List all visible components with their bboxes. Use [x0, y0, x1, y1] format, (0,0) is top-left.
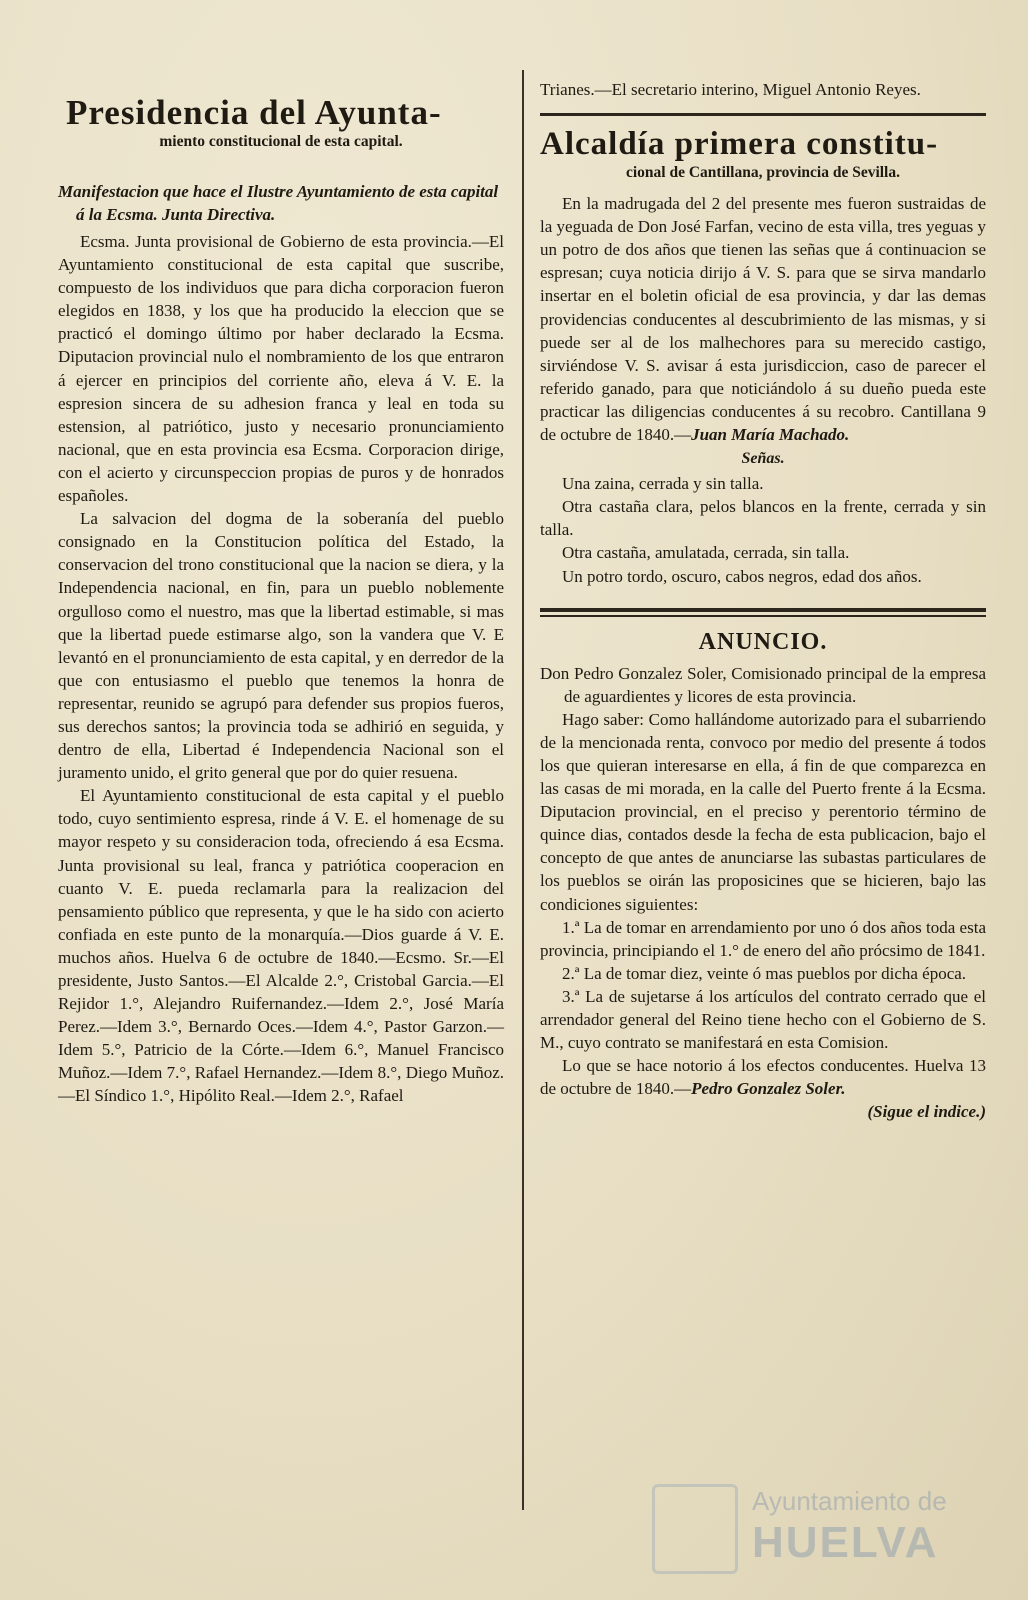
- section-double-rule: [540, 608, 986, 617]
- alcaldia-subtitle: cional de Cantillana, provincia de Sevilla.: [625, 164, 900, 182]
- condition-item: 1.ª La de tomar en arrendamiento por uno ó dos años toda esta provincia, principiando el 1.° de enero del año prócsimo de 1841.: [540, 917, 986, 960]
- watermark-line1: Ayuntamiento de: [752, 1486, 947, 1516]
- senas-item: Un potro tordo, oscuro, cabos negros, edad dos años.: [562, 566, 922, 586]
- left-column: [58, 86, 504, 1108]
- section-rule: [540, 113, 986, 116]
- alcaldia-title: Alcaldía primera constitu-: [540, 126, 939, 163]
- anuncio-body: Hago saber: Como hallándome autorizado para el subarriendo de la mencionada renta, convoco por medio del presente á todos los que quieran interesarse en ella, á fin de que comparezca en las casas de mi morada, en la calle del Puerto frente á la Ecsma. Diputacion provincial, en el preciso y perentorio término de quince dias, contados desde la fecha de esta publicacion, bajo el concepto de que antes de anunciarse las subastas particulares de los pueblos se oirán las proposicines que se hicieren, bajo las condiciones siguientes:: [540, 709, 986, 914]
- left-paragraph-1: Ecsma. Junta provisional de Gobierno de esta provincia.—El Ayuntamiento constitucional de esta capital que suscribe, compuesto de los individuos que para dicha corporacion fueron elegidos en 1838, y los que ha producido la eleccion que se practicó el domingo último por haber declarado la Ecsma. Diputacion provincial nulo el nombramiento de los que entraron á ejercer en principios del corriente año, eleva á V. E. la espresion sincera de su adhesion franca y leal en toda su estension, al patriótico, justo y necesario pronunciamiento nacional, que en esta provincia esa Ecsma. Corporacion dirige, con el acierto y circunspeccion propias de puros y de honrados españoles.: [58, 232, 504, 506]
- presidencia-subtitle: miento constitucional de esta capital.: [159, 133, 403, 150]
- archive-watermark: [652, 1478, 982, 1570]
- left-paragraph-3: El Ayuntamiento constitucional de esta capital y el pueblo todo, cuyo sentimiento espresa, rinde á V. E. el homenage de su mayor respeto y su consideracion toda, ofreciendo á esa Ecsma. Junta provisional su leal, franca y patriótica cooperacion en cuanto V. E. pueda reclamarla para la realizacion del pensamiento público que representa, y que le ha sido con acierto confiada en este punto de la monarquía.—Dios guarde á V. E. muchos años. Huelva 6 de octubre de 1840.—Ecsmo. Sr.—El presidente, Justo Santos.—El Alcalde 2.°, Cristobal Garcia.—El Rejidor 1.°, Alejandro Ruifernandez.—Idem 2.°, José María Perez.—Idem 3.°, Bernardo Oces.—Idem 4.°, Pastor Garzon.—Idem 5.°, Patricio de la Córte.—Idem 6.°, Manuel Francisco Muñoz.—Idem 7.°, Rafael Hernandez.—Idem 8.°, Diego Muñoz.—El Síndico 1.°, Hipólito Real.—Idem 2.°, Rafael: [58, 786, 504, 1106]
- continuation-text: Trianes.—El secretario interino, Miguel Antonio Reyes.: [540, 80, 921, 99]
- continues-note: (Sigue el indice.): [867, 1102, 986, 1122]
- senas-item: Otra castaña clara, pelos blancos en la frente, cerrada y sin talla.: [540, 497, 986, 540]
- column-divider: [522, 70, 524, 1510]
- senas-title: Señas.: [741, 450, 785, 468]
- right-column: [540, 78, 986, 1123]
- manifestacion-heading: Manifestacion que hace el Ilustre Ayuntamiento de esta capital á la Ecsma. Junta Directiva.: [58, 182, 499, 224]
- condition-item: 2.ª La de tomar diez, veinte ó mas pueblos por dicha época.: [562, 963, 967, 983]
- closing-signature: Pedro Gonzalez Soler.: [691, 1079, 846, 1099]
- senas-item: Una zaina, cerrada y sin talla.: [562, 474, 764, 494]
- presidencia-title: Presidencia del Ayunta-: [66, 93, 442, 132]
- coat-of-arms-icon: [652, 1484, 738, 1574]
- anuncio-closing: [540, 1054, 986, 1122]
- closing-text: Lo que se hace notorio á los efectos conducentes. Huelva 13 de octubre de 1840.—: [540, 1056, 986, 1099]
- alcaldia-paragraph: [540, 192, 986, 446]
- alcaldia-text: En la madrugada del 2 del presente mes fueron sustraidas de la yeguada de Don José Farfan, vecino de esta villa, tres yeguas y un potro de dos años que tienen las señas que á continuacion se espresan; cuya noticia dirijo á V. S. para que se sirva mandarlo insertar en el boletin oficial de esa provincia, y dar las demas providencias conducentes al descubrimiento de las mismas, y si puede ser al de los malhechores para su merecido castigo, sirviéndose V. S. avisar á esta jurisdiccion, caso de parecer el referido ganado, para que noticiándolo á su dueño pueda este practicar las diligencias conducentes á su recobro. Cantillana 9 de octubre de 1840.—: [540, 194, 986, 445]
- left-paragraph-2: La salvacion del dogma de la soberanía del pueblo consignado en la Constitucion política del Estado, la conservacion del trono constitucional que la nacion se diera, y la Independencia nacional, en fin, para un pueblo noblemente orgulloso como el nuestro, mas que la libertad estimable, si mas que la libertad puede estimarse algo, son la vandera que V. E levantó en el pronunciamiento de esta capital, y en derredor de la que con entusiasmo el pueblo que tenemos la honra de representar, reunido se agrupó para defender sus propios fueros, sus derechos santos; la provincia toda se adhirió en seguida, y dentro de ella, Libertad é Independencia Nacional son el juramento unido, el grito general que por do quier resuena.: [58, 509, 504, 783]
- alcaldia-signature: Juan María Machado.: [691, 425, 850, 445]
- condition-item: 3.ª La de sujetarse á los artículos del contrato cerrado que el arrendador general del Reino tiene hecho con el Gobierno de S. M., cuyo contrato se manifestará en esta Comision.: [540, 986, 986, 1053]
- senas-item: Otra castaña, amulatada, cerrada, sin talla.: [562, 543, 850, 563]
- watermark-line2: HUELVA: [752, 1518, 939, 1567]
- anuncio-intro: Don Pedro Gonzalez Soler, Comisionado principal de la empresa de aguardientes y licores de esta provincia.: [540, 663, 986, 706]
- anuncio-title: ANUNCIO.: [698, 628, 828, 655]
